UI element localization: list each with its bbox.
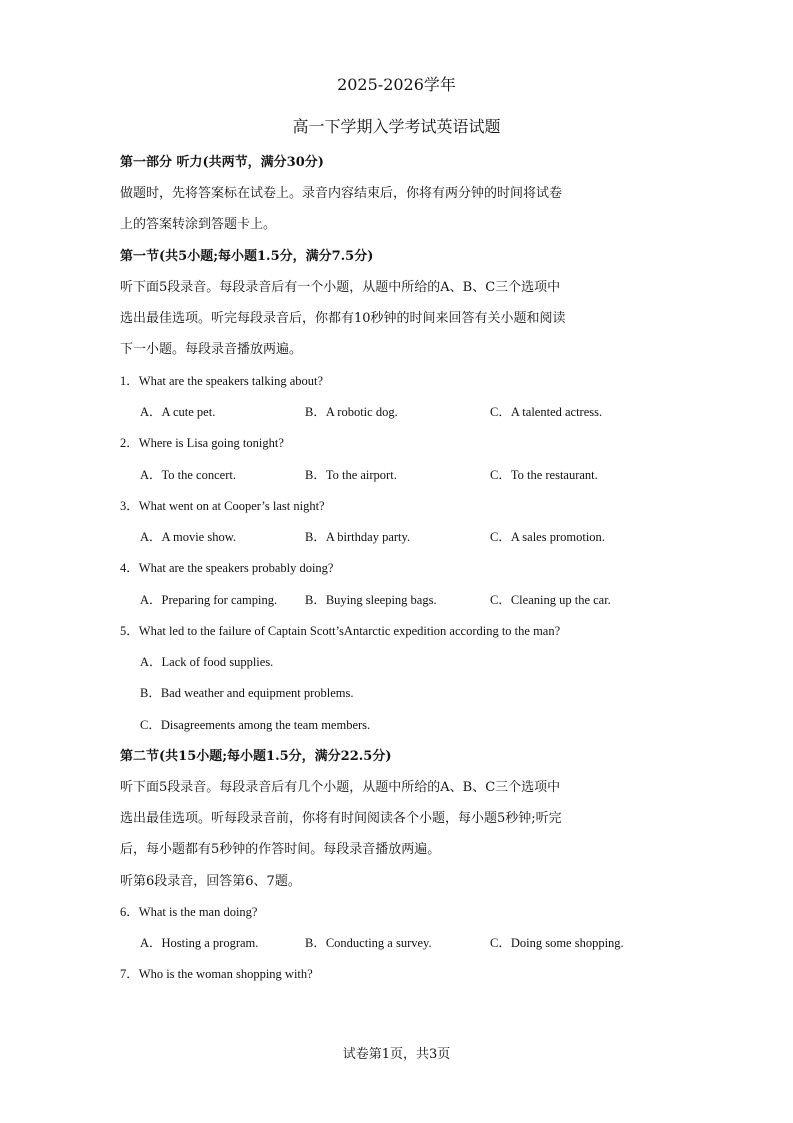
question-text: What led to the failure of Captain Scott’sAntarctic expedition according to the man? bbox=[138, 624, 561, 638]
question-number: 1． bbox=[120, 374, 139, 388]
section1-instr-line3: 下一小题。每段录音播放两遍。 bbox=[120, 342, 303, 357]
q3-option-c: C．A sales promotion. bbox=[490, 530, 605, 544]
page-footer: 试卷第1页，共3页 bbox=[342, 1047, 451, 1062]
question-number: 2． bbox=[120, 436, 139, 450]
question-text: What went on at Cooper’s last night? bbox=[138, 499, 325, 513]
question-5 bbox=[120, 622, 560, 640]
section1-instr-line1: 听下面5段录音。每段录音后有一个小题，从题中所给的A、B、C三个选项中 bbox=[120, 280, 561, 295]
q4-option-b: B．Buying sleeping bags. bbox=[305, 593, 437, 607]
question-number: 5． bbox=[120, 624, 139, 638]
group-label: 听第6段录音，回答第6、7题。 bbox=[120, 874, 301, 889]
question-4 bbox=[120, 559, 333, 577]
q6-option-c: C．Doing some shopping. bbox=[490, 936, 624, 950]
question-text: Who is the woman shopping with? bbox=[138, 967, 313, 981]
q1-option-c: C．A talented actress. bbox=[490, 405, 603, 419]
question-number: 3． bbox=[120, 499, 139, 513]
section2-instr-line3: 后，每小题都有5秒钟的作答时间。每段录音播放两遍。 bbox=[120, 842, 441, 857]
section2-instr-line2: 选出最佳选项。听每段录音前，你将有时间阅读各个小题，每小题5秒钟;听完 bbox=[120, 811, 562, 826]
question-1 bbox=[120, 372, 323, 390]
q3-option-a: A．A movie show. bbox=[140, 530, 237, 544]
q6-option-b: B．Conducting a survey. bbox=[305, 936, 432, 950]
question-text: What are the speakers talking about? bbox=[138, 374, 324, 388]
question-number: 4． bbox=[120, 561, 139, 575]
question-text: What are the speakers probably doing? bbox=[138, 561, 334, 575]
question-3 bbox=[120, 497, 325, 515]
section2-instr-line1: 听下面5段录音。每段录音后有几个小题，从题中所给的A、B、C三个选项中 bbox=[120, 780, 561, 795]
q2-option-a: A．To the concert. bbox=[140, 468, 236, 482]
q1-option-b: B．A robotic dog. bbox=[305, 405, 398, 419]
question-number: 6． bbox=[120, 905, 139, 919]
part1-intro-line1: 做题时，先将答案标在试卷上。录音内容结束后，你将有两分钟的时间将试卷 bbox=[120, 186, 563, 201]
exam-year: 2025-2026学年 bbox=[337, 75, 456, 94]
section1-heading: 第一节(共5小题;每小题1.5分，满分7.5分) bbox=[120, 249, 374, 264]
section1-instr-line2: 选出最佳选项。听完每段录音后，你都有10秒钟的时间来回答有关小题和阅读 bbox=[120, 311, 566, 326]
q5-option-c: C．Disagreements among the team members. bbox=[140, 718, 371, 732]
q5-option-a: A．Lack of food supplies. bbox=[140, 655, 274, 669]
q6-option-a: A．Hosting a program. bbox=[140, 936, 259, 950]
section2-heading: 第二节(共15小题;每小题1.5分，满分22.5分) bbox=[120, 749, 392, 764]
exam-title: 高一下学期入学考试英语试题 bbox=[292, 117, 501, 136]
q2-option-c: C．To the restaurant. bbox=[490, 468, 598, 482]
question-text: What is the man doing? bbox=[138, 905, 258, 919]
part1-heading: 第一部分 听力(共两节，满分30分) bbox=[120, 155, 324, 170]
question-2 bbox=[120, 434, 284, 452]
q1-option-a: A．A cute pet. bbox=[140, 405, 216, 419]
question-6 bbox=[120, 903, 258, 921]
part1-intro-line2: 上的答案转涂到答题卡上。 bbox=[120, 217, 277, 232]
q3-option-b: B．A birthday party. bbox=[305, 530, 411, 544]
q5-option-b: B．Bad weather and equipment problems. bbox=[140, 686, 354, 700]
question-7 bbox=[120, 965, 313, 983]
q2-option-b: B．To the airport. bbox=[305, 468, 397, 482]
q4-option-a: A．Preparing for camping. bbox=[140, 593, 278, 607]
question-number: 7． bbox=[120, 967, 139, 981]
question-text: Where is Lisa going tonight? bbox=[138, 436, 284, 450]
q4-option-c: C．Cleaning up the car. bbox=[490, 593, 611, 607]
